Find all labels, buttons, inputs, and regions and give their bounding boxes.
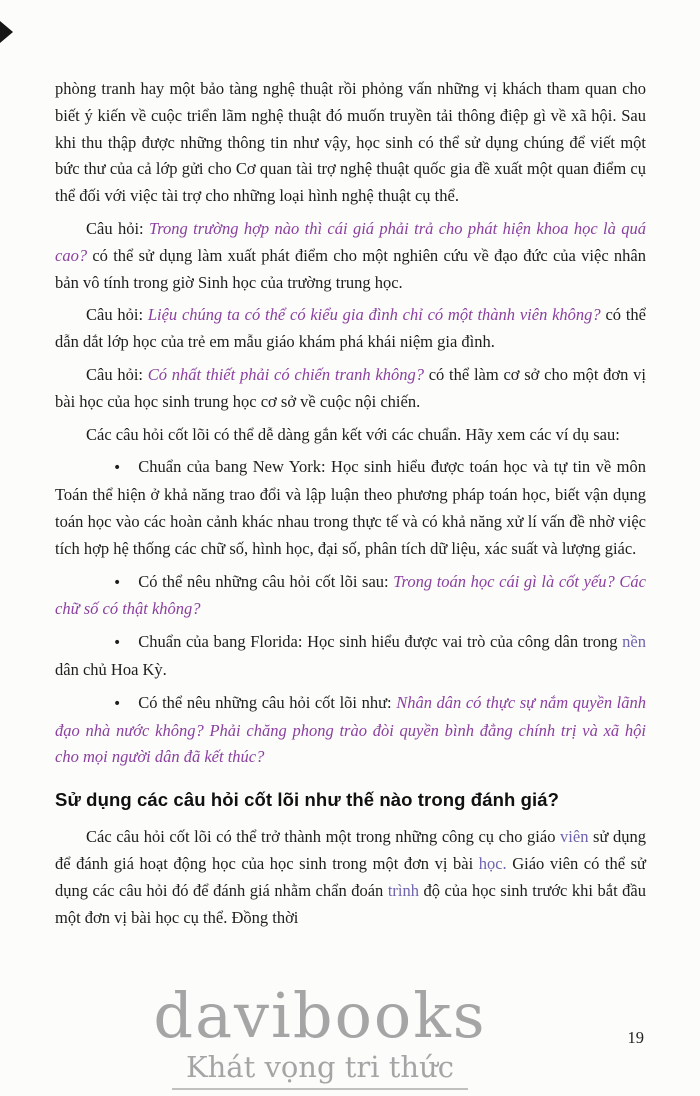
section-heading	[55, 787, 646, 813]
body-text: Có thể nêu những câu hỏi cốt lõi sau:	[138, 571, 394, 591]
body-text: có thể làm cơ sở cho một đơn vị bài học của học sinh trung học cơ sở về cuộc nội chiến.	[55, 364, 646, 411]
bullet-marker-icon: •	[113, 695, 122, 712]
body-text: phòng tranh hay một bảo tàng nghệ thuật rồi phỏng vấn những vị khách tham quan cho biết ý kiến về cuộc triển lãm nghệ thuật đó muốn truyền tải thông điệp gì về xã hội. Sau khi thu thập được những thông tin như vậy, học sinh có thể sử dụng chúng để viết một bức thư của cả lớp gửi cho Cơ quan tài trợ nghệ thuật quốc gia đề xuất một quan điểm cụ thể đối với việc tài trợ cho những loại hình nghệ thuật cụ thể.	[55, 79, 646, 206]
bullet-item	[55, 454, 646, 562]
question-text: Trong trường hợp nào thì cái giá phải trả cho phát hiện khoa học là quá cao?	[55, 218, 646, 265]
watermark-title: davibooks	[153, 979, 487, 1053]
body-text: Giáo viên có thể sử dụng các câu hỏi đó để đánh giá nhằm chẩn đoán	[55, 853, 646, 900]
bullet-item	[55, 629, 646, 684]
body-text: trình	[387, 880, 419, 900]
body-text: có thể dẫn dắt lớp học của trẻ em mẫu giáo khám phá khái niệm gia đình.	[55, 305, 646, 352]
question-text: Liệu chúng ta có thể có kiểu gia đình chỉ có một thành viên không?	[147, 305, 601, 325]
bullet-item	[55, 690, 646, 771]
bullet-marker-icon: •	[113, 635, 122, 652]
body-text: có thể sử dụng làm xuất phát điểm cho một nghiên cứu về đạo đức của việc nhân bản vô tính trong giờ Sinh học của trường trung học.	[55, 245, 646, 292]
body-text: viên	[560, 827, 589, 847]
paragraph	[55, 824, 646, 931]
body-text: Có thể nêu những câu hỏi cốt lõi như:	[138, 692, 397, 712]
body-text: độ của học sinh trước khi bắt đầu một đơn vị bài học cụ thể. Đồng thời	[55, 880, 646, 927]
body-text: Sử dụng các câu hỏi cốt lõi như thế nào trong đánh giá?	[55, 789, 560, 811]
body-text: nền	[622, 632, 646, 652]
paragraph	[55, 422, 646, 449]
body-text: Câu hỏi:	[86, 364, 148, 384]
paragraph	[55, 302, 646, 356]
body-text: sử dụng để đánh giá hoạt động học của học sinh trong một đơn vị bài	[55, 827, 646, 873]
bullet-item	[55, 569, 646, 624]
body-text: Các câu hỏi cốt lõi có thể trở thành một trong những công cụ cho giáo	[86, 827, 561, 847]
body-text: học.	[478, 853, 507, 873]
watermark-subtitle: Khát vọng tri thức	[172, 1050, 468, 1090]
body-text: Chuẩn của bang Florida: Học sinh hiểu được vai trò của công dân trong	[138, 632, 623, 652]
paragraph	[55, 362, 646, 416]
question-text: Nhân dân có thực sự nắm quyền lãnh đạo nhà nước không? Phải chăng phong trào đòi quyền bình đẳng chính trị và xã hội cho mọi người dân đã kết thúc?	[55, 692, 646, 767]
body-text: Câu hỏi:	[86, 218, 149, 238]
bullet-marker-icon: •	[113, 574, 122, 591]
paragraph	[55, 76, 646, 210]
paragraph	[55, 216, 646, 296]
body-text: dân chủ Hoa Kỳ.	[55, 659, 167, 679]
body-text: Chuẩn của bang New York: Học sinh hiểu được toán học và tự tin về môn Toán thể hiện ở khả năng trao đổi và lập luận theo phương pháp toán học, biết vận dụng toán học vào các hoàn cảnh khác nhau trong thực tế và có khả năng xử lí vấn đề nhờ việc tích hợp hệ thống các chữ số, hình học, đại số, phân tích dữ liệu, xác suất và lượng giác.	[55, 457, 646, 558]
body-text: Các câu hỏi cốt lõi có thể dễ dàng gắn kết với các chuẩn. Hãy xem các ví dụ sau:	[86, 424, 620, 444]
page-number: 19	[627, 1028, 644, 1047]
bullet-marker-icon: •	[113, 460, 122, 477]
body-text: Câu hỏi:	[86, 305, 148, 325]
question-text: Có nhất thiết phải có chiến tranh không?	[147, 364, 424, 384]
question-text: Trong toán học cái gì là cốt yếu? Các chữ số có thật không?	[55, 571, 646, 619]
page-content	[55, 76, 646, 931]
